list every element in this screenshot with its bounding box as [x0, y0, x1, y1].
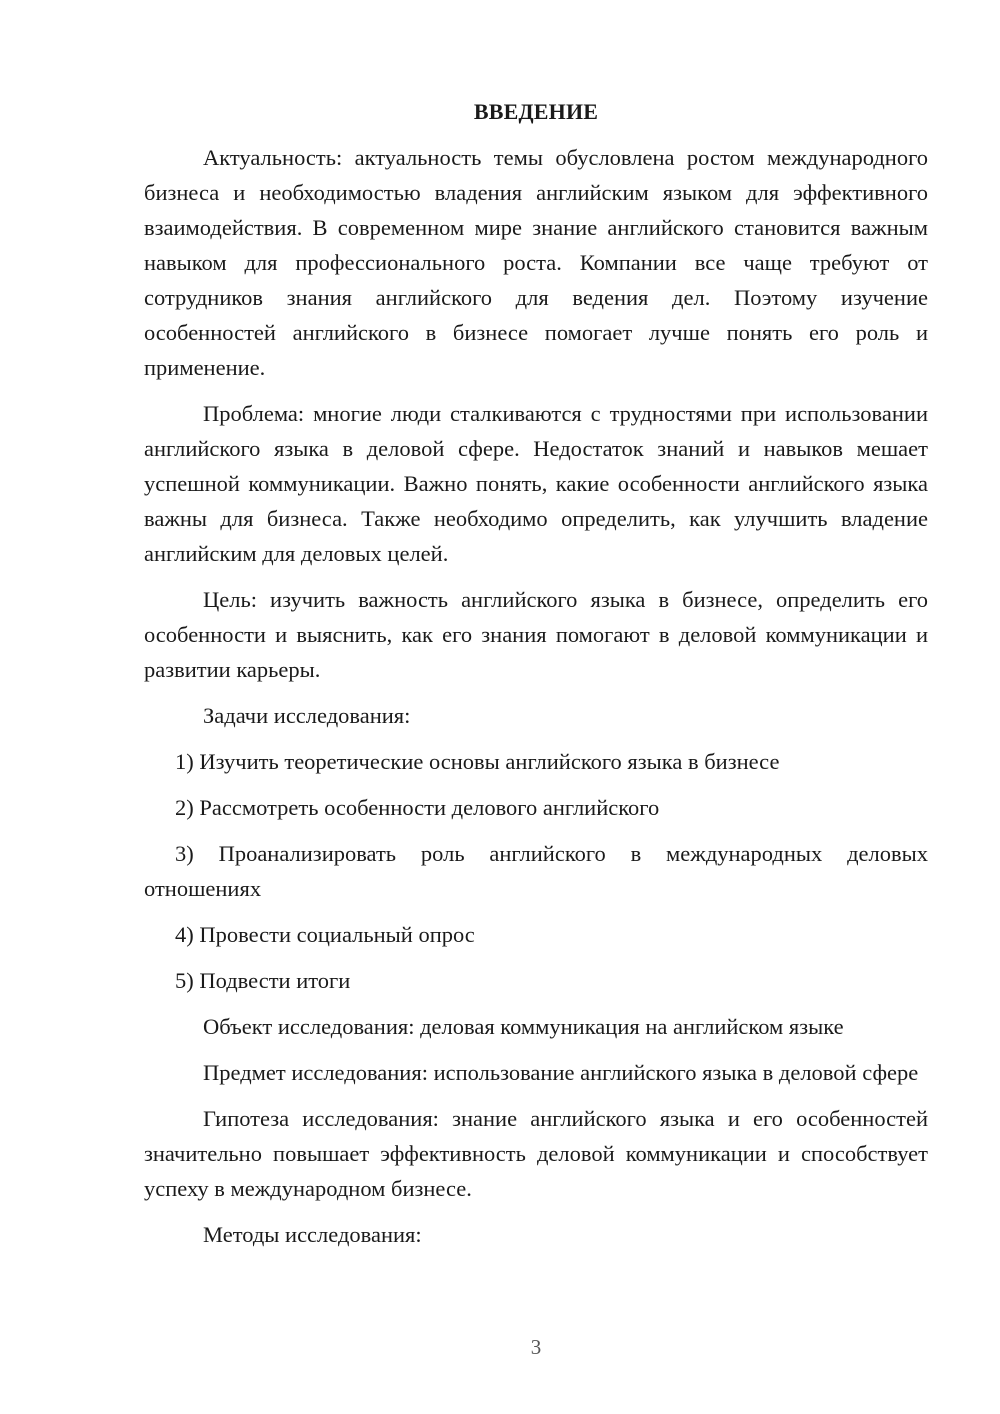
task-item: 1) Изучить теоретические основы английского языка в бизнесе	[175, 749, 780, 774]
paragraph-relevance: Актуальность: актуальность темы обусловлена ростом международного бизнеса и необходимостью владения английским языком для эффективного взаимодействия. В современном мире знание английского становится важным навыком для профессионального роста. Компании все чаще требуют от сотрудников знания английского для ведения дел. Поэтому изучение особенностей английского в бизнесе помогает лучше понять его роль и применение.	[144, 145, 928, 380]
paragraph-object: Объект исследования: деловая коммуникация на английском языке	[203, 1014, 844, 1039]
task-item: 2) Рассмотреть особенности делового английского	[175, 795, 660, 820]
paragraph-methods: Методы исследования:	[203, 1222, 422, 1247]
task-item: 3) Проанализировать роль английского в международных деловых отношениях	[144, 841, 928, 901]
page-content	[144, 94, 928, 1263]
paragraph-subject: Предмет исследования: использование английского языка в деловой сфере	[203, 1060, 919, 1085]
task-item: 5) Подвести итоги	[175, 968, 351, 993]
paragraph-problem: Проблема: многие люди сталкиваются с трудностями при использовании английского языка в деловой сфере. Недостаток знаний и навыков мешает успешной коммуникации. Важно понять, какие особенности английского языка важны для бизнеса. Также необходимо определить, как улучшить владение английским для деловых целей.	[144, 401, 928, 566]
task-item: 4) Провести социальный опрос	[175, 922, 475, 947]
paragraph-goal: Цель: изучить важность английского языка в бизнесе, определить его особенности и выяснить, как его знания помогают в деловой коммуникации и развитии карьеры.	[144, 587, 928, 682]
section-title: ВВЕДЕНИЕ	[473, 99, 599, 124]
page-number: 3	[530, 1335, 542, 1359]
paragraph-tasks-heading: Задачи исследования:	[203, 703, 411, 728]
paragraph-hypothesis: Гипотеза исследования: знание английского языка и его особенностей значительно повышает эффективность деловой коммуникации и способствует успеху в международном бизнесе.	[144, 1106, 928, 1201]
